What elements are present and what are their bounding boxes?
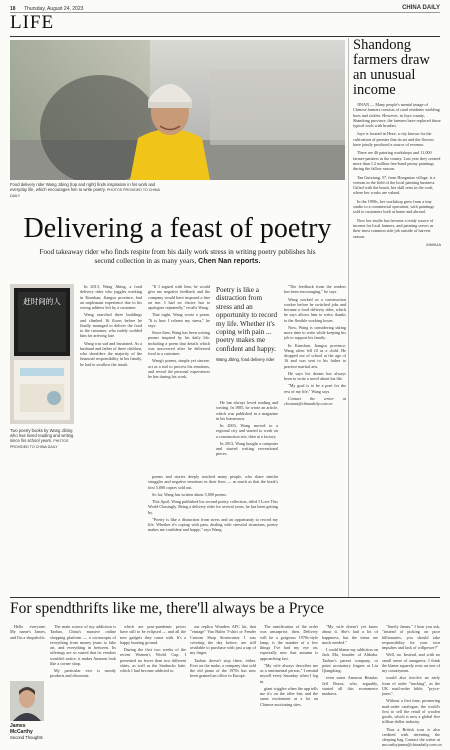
body-paragraph: Wang searched three buildings and climbed 16 floors before he finally managed to deliver the food to the customer, who rudely scolded him for arriving late. — [80, 312, 142, 339]
pull-quote-text: Poetry is like a distraction from stress and an opportunity to record my life. Whether it's coping with pain ... poetry makes me confident and happy. — [216, 286, 278, 353]
body-paragraph: Hello everyone. My name's James, and I'm a shopaholic. — [10, 624, 46, 640]
main-column-5 — [284, 284, 346, 408]
pull-quote-attribution: Wang Jibing, food delivery rider — [216, 357, 275, 363]
book-caption — [10, 428, 74, 450]
body-paragraph: That night, Wang wrote a poem. "It is how I release my stress," he says. — [148, 312, 210, 328]
pull-quote — [216, 286, 278, 362]
body-paragraph: poems and stories deeply touched many people, who share similar struggles and negative emotions in their lives — as much as that the book's first 5,000 copies sold out. — [148, 474, 278, 490]
body-paragraph: would also involve an early form of order "tracking", as the UK mail-order bible, "pryce-jones". — [382, 675, 440, 696]
body-paragraph: Well, no. Instead, and with no small sense of smugness, I think the blame squarely rests on one of my countrymen. — [382, 652, 440, 673]
body-paragraph: even some Amazon Beaulac Jeff Bezos, who, arguably, started all this ecommerce madness. — [322, 675, 378, 696]
masthead: CHINA DAILY — [402, 5, 440, 11]
body-paragraph: The ramification of the order was unsurprise, then. Delivery will be a gorgeous 1970s-style lamp, is the number of a few things I've had my eye on, especially now that autumn is approaching fast. — [260, 624, 318, 661]
body-paragraph: This April, Wang published his second poetry collection, titled I Love This World Chasingly. Being a delivery rider for several years, he has been getting by. — [148, 499, 278, 515]
sidebar-body — [353, 102, 441, 247]
bottom-column-4 — [190, 624, 256, 681]
main-dek-text: Food takeaway rider who finds respite from his daily work stress in writing poetry publishes his second collection in as many years, — [39, 248, 316, 265]
section-title: LIFE — [10, 12, 55, 33]
body-paragraph: In 2013, Wang Jibing, a food delivery rider who juggles working in Kunshan, Jiangsu province, had an unpleasant experience due to his wrong address left by a customer. — [80, 284, 142, 310]
header-rule — [10, 12, 440, 13]
bottom-headline: For spendthrifts like me, there'll always be a Pryce — [10, 600, 324, 617]
bottom-column-5 — [260, 624, 318, 709]
body-paragraph: Now, Wang is considering taking more time to write while keeping his job to support his family. — [284, 324, 346, 341]
bottom-column-2 — [50, 624, 116, 681]
rider-photo — [10, 40, 345, 180]
sidebar-byline: XINHUA — [425, 241, 441, 247]
top-photo-caption-text: Food delivery rider Wang Jibing (top and right) finds inspiration in his work and everyday life, which encourages him to write poetry. — [10, 182, 156, 192]
body-paragraph: out replica Wonders AFC kit, that "vintage" Van Halen T-shirt or Fender Custom Shop Stratocaster I was coveting the day before, are still available to purchase with just a tap of my finger. — [190, 624, 256, 656]
body-paragraph: Thus a British icon is also credited with inventing the sleeping bag. Contact the writer at mccarthyjames@chinadaily.com.cn — [382, 726, 442, 748]
bottom-column-1 — [10, 624, 46, 642]
top-photo-credit: PHOTOS PROVIDED TO CHINA DAILY — [10, 188, 160, 198]
sidebar-divider — [348, 38, 349, 598]
body-paragraph: "My goal is to be a poet for the rest of my life," Wang says. — [284, 383, 346, 394]
sidebar-paragraph: There are 46 painting workshops and 11,000 farmer-painters in the county. Last year they created more than 1.2 million free-hand peony paintings during the fallow season. — [353, 150, 441, 172]
body-paragraph: "Surely James," I hear you ask, "instead of picking on poor billionaires, you should take responsibility for your own impulses and lack of willpower?" — [382, 624, 440, 650]
author-photo — [10, 681, 44, 721]
author-image — [10, 681, 44, 721]
bottom-column-3 — [120, 624, 186, 675]
body-paragraph: "My wife always describes me as a sentimental person," I remind myself every Saturday when I log in. — [260, 662, 318, 684]
body-paragraph: Taobao doesn't stop there, either. Ever on the make, a company that sold the old piano of the 1970s has now been granted an office in Europe. — [190, 657, 256, 679]
body-paragraph: He says his dream has always been to write a novel about his life. — [284, 370, 346, 381]
sidebar-paragraph: Juye is located in Heze, a city known for the cultivation of peonies that its art and the flowers have jointly produced a source of revenue. — [353, 131, 434, 148]
body-paragraph: Without a first time, pioneering mail-order catalogue, the world's first to sell the retail of woolen goods, which is now a global five trillion-dollar industry. — [382, 698, 440, 725]
main-column-2 — [148, 284, 210, 381]
body-paragraph: In 2013, Wang bought a computer and started writing recreational pieces. — [216, 440, 278, 457]
body-paragraph: During the first two weeks of the recent Women's World Cup, I presented no fewer than two different shirts, as well as the Starbucks latte, which I had become addicted to. — [120, 647, 186, 673]
bottom-rule — [10, 597, 440, 598]
sidebar-paragraph: In the 1990s, her workshop grew from a tiny studio to a commercial operation, with paintings sold to customers both at home and abroad. — [353, 198, 435, 215]
book-cover-title: 赶时间的人 — [23, 297, 61, 306]
main-dek — [30, 248, 325, 265]
body-paragraph: He has always loved reading and writing. In 1985, he wrote an article, which was published in a magazine in his hometown. — [216, 400, 278, 421]
sidebar-headline: Shandong farmers draw an unusual income — [353, 37, 430, 98]
sidebar-paragraph: JINAN — Many people's mental image of Chinese farmers consists of rural residents wielding hoes and sickles. However, in Juye county, Shandong province, the farmers have replaced those typical tools with brushes. — [353, 102, 441, 129]
body-paragraph: "The feedback from the readers has been encouraging," he says. — [284, 284, 346, 295]
body-paragraph: Wang was sad and frustrated. As a husband and father of three children, who shoulders the majority of the financial responsibility in his family, he had to swallow the insult. — [80, 340, 142, 367]
body-paragraph: which are post-pandemic prices have still to be eclipsed — and all the new gadgets they come with. It's a happy hunting ground. — [120, 624, 186, 645]
body-paragraph: The main source of my addiction is Taobao, China's massive online shopping platform — a cornucopia of everything from money jeans to fake art, and everything in between. Its offerings are so varied that its vendors wouldn't notice, it makes Amazon look like a corner shop. — [50, 624, 116, 666]
top-photo-caption — [10, 182, 170, 199]
body-paragraph: Wang worked as a construction worker before he switched jobs and became a food delivery rider, which he says allows him to write, thanks to the flexible working hours. — [284, 296, 346, 323]
body-paragraph: In Kunshan, Jiangsu province, Wang often fell ill as a child. He dropped out of school at the age of 16 and was sent to his father to practice martial arts. — [284, 342, 346, 369]
main-headline: Delivering a feast of poetry — [23, 213, 332, 244]
book-credit: PHOTOS PROVIDED TO CHINA DAILY — [10, 439, 69, 449]
body-paragraph: "Poetry is like a distraction from stress and an opportunity to record my life. Whether it's coping with pain, dealing with stressful situations, poetry makes me confident and happy," says Wang. — [148, 516, 278, 533]
bottom-column-7 — [382, 624, 440, 750]
top-photo — [10, 40, 345, 180]
issue-date: Thursday, August 24, 2023 — [24, 6, 84, 12]
page-number: 18 — [10, 6, 16, 12]
body-paragraph: Wang's poems, simple yet sincere, act as a tool to process his emotions, and reveal the personal experiences he has during his work. — [148, 358, 210, 379]
body-paragraph: "My wife doesn't yet know about it. She's had a lot of happiness, but the items are much needed." — [322, 624, 378, 645]
book-photo — [10, 284, 74, 424]
author-name: James McCarthy — [10, 723, 33, 735]
main-column-1 — [80, 284, 142, 369]
main-column-4 — [216, 400, 278, 459]
bottom-column-6 — [322, 624, 378, 698]
body-paragraph: Since then, Wang has been writing poems inspired by his daily life, including a poem that details which was uncovered after he delivered food to a customer. — [148, 330, 210, 356]
main-dek-author: Chen Nan reports. — [198, 255, 261, 265]
author-column-name: Second Thoughts — [10, 735, 43, 740]
body-paragraph: "If I argued with him, he would give me negative feedback and the company would have imposed a fine on me. I had no choice but to apologize repeatedly," recalls Wang. — [148, 284, 210, 310]
body-paragraph: My particular vice is mostly products and discounts. — [50, 668, 116, 679]
book-caption-text: Two poetry books by Wang Jibing who has loved reading and writing since his school years. — [10, 428, 74, 443]
body-paragraph: giant wiggles when the app tells me it's on the offer bin, and the same excitement at a lot on Chinese auctioning sites. — [260, 685, 318, 707]
sidebar-paragraph: Tan Guixiang, 57, from Hongmiao village, is a veteran in the field of the local painting business. Gifted with the brush, her skill rests in the craft, where her works are valued. — [353, 174, 436, 196]
body-paragraph: I could blame my addiction on Jack Ma, founder of Alibaba. Taobao's parent company, or point accusatory fingers at Liu Qiangdong. — [322, 647, 378, 673]
author-name-block — [10, 723, 46, 740]
sidebar-paragraph: Now her studio has become a ready source of income for local farmers, and painting serves as their most common side job outside of harvest season. — [353, 217, 434, 239]
contact-line: Contact the writer at chennan@chinadaily.com.cn — [284, 395, 346, 406]
body-paragraph: In 2003, Wang moved to a regional city and started to work on a construction site, then at a factory. — [216, 423, 278, 439]
body-paragraph: So far, Wang has written about 5,000 poems. — [152, 491, 228, 497]
main-column-3 — [148, 474, 278, 535]
